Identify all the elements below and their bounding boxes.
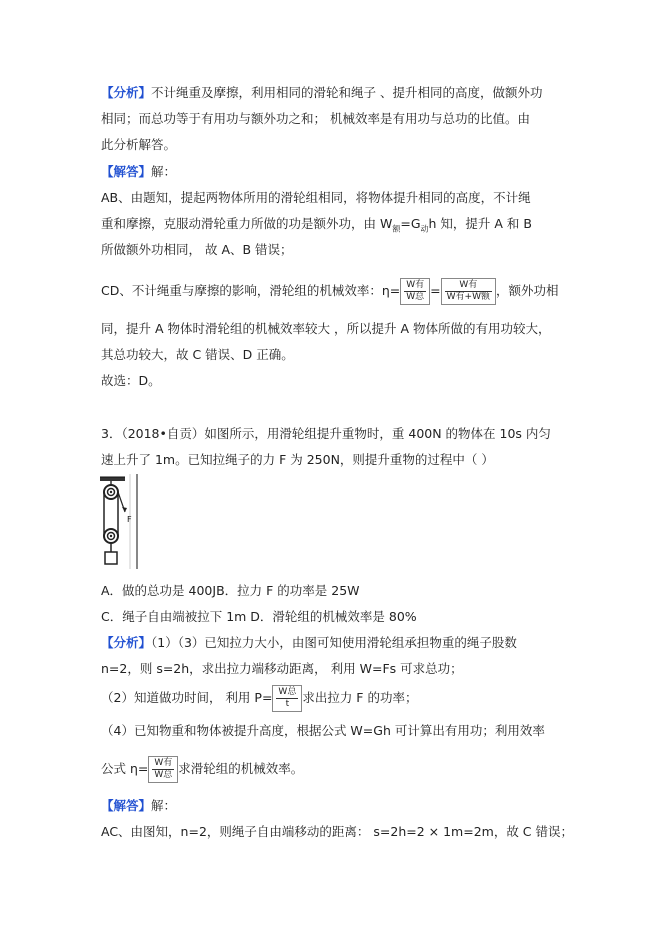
text-span: 求出拉力 F 的功率； — [302, 690, 418, 705]
answer-cd-line-1: CD、不计绳重与摩擦的影响，滑轮组的机械效率：η= $\frac{\text{W有}}{\text{W总}}$ = $\frac{\text{W有}}{\text{W有+W额}}$ ，额外功相 — [101, 278, 559, 305]
analysis2-line-2: n=2，则 s=2h，求出拉力端移动距离， 利用 W=Fs 可求总功； — [101, 661, 463, 676]
text-span: 公式 η= — [101, 761, 149, 776]
analysis2-line-3 — [101, 685, 417, 712]
analysis2-line-4: （4）已知物重和物体被提升高度，根据公式 W=Gh 可计算出有用功；利用效率 — [101, 723, 545, 738]
text-span: ，额外功相 — [496, 283, 559, 298]
fraction-numerator: W有 — [154, 758, 173, 768]
answer-ab-line-2 — [101, 215, 532, 239]
analysis-text: 不计绳重及摩擦，利用相同的滑轮和绳子 、提升相同的高度，做额外功 — [151, 85, 543, 100]
pulley-figure — [99, 474, 141, 569]
analysis-line-2: 相同；而总功等于有用功与额外功之和； 机械效率是有用功与总功的比值。由 — [101, 111, 530, 126]
fraction-denominator: W有+W额 — [446, 292, 490, 302]
force-label: F — [127, 515, 132, 524]
fraction-numerator: W有 — [459, 280, 478, 290]
answer-cd-line-2: 同，提升 A 物体时滑轮组的机械效率较大 ，所以提升 A 物体所做的有用功较大， — [101, 321, 551, 336]
text-span: 求滑轮组的机械效率。 — [178, 761, 304, 776]
option-a-b: A．做的总功是 400JB．拉力 F 的功率是 25W — [101, 583, 360, 598]
efficiency-formula-1 — [400, 278, 430, 305]
answer2-ac-line: AC、由图知，n=2，则绳子自由端移动的距离： s=2h=2 × 1m=2m，故 C 错误； — [101, 824, 573, 839]
fraction-denominator: W总 — [406, 292, 425, 302]
text-span: （1）（3）已知拉力大小，由图可知使用滑轮组承担物重的绳子股数 — [151, 635, 517, 650]
text-span: （2）知道做功时间， 利用 P= — [101, 690, 273, 705]
efficiency-formula-2 — [441, 278, 496, 305]
answer-tag: 【解答】 — [101, 164, 152, 179]
analysis2-line-1 — [101, 634, 517, 652]
answer-suffix: 解： — [151, 798, 177, 813]
fraction-denominator: t — [276, 698, 298, 710]
answer-tag: 【解答】 — [101, 798, 152, 813]
option-c-d: C．绳子自由端被拉下 1m D．滑轮组的机械效率是 80% — [101, 609, 417, 624]
answer-choice: 故选：D。 — [101, 373, 161, 388]
text-span: h 知，提升 A 和 B — [428, 216, 532, 231]
text-span: =G — [400, 216, 421, 231]
analysis-line-3: 此分析解答。 — [101, 137, 177, 152]
analysis-tag: 【分析】 — [101, 635, 152, 650]
analysis-tag: 【分析】 — [101, 85, 152, 100]
efficiency-formula-3 — [148, 756, 178, 783]
answer-cd-line-3: 其总功较大，故 C 错误、D 正确。 — [101, 347, 294, 362]
question-3-line-2: 速上升了 1m。已知拉绳子的力 F 为 250N，则提升重物的过程中（ ） — [101, 452, 494, 467]
fraction-numerator: W有 — [406, 280, 425, 290]
answer-ab-line-1: AB、由题知，提起两物体所用的滑轮组相同，将物体提升相同的高度，不计绳 — [101, 190, 531, 205]
pulley-diagram — [99, 474, 141, 569]
answer-suffix: 解： — [151, 164, 177, 179]
text-span: CD、不计绳重与摩擦的影响，滑轮组的机械效率：η= — [101, 283, 401, 298]
power-formula — [272, 685, 302, 712]
answer-ab-line-3: 所做额外功相同， 故 A、B 错误； — [101, 242, 293, 257]
text-span: 重和摩擦，克服动滑轮重力所做的功是额外功，由 W — [101, 216, 393, 231]
answer-heading — [101, 163, 176, 181]
subscript: 额 — [392, 224, 401, 234]
fraction-denominator: W总 — [154, 770, 173, 780]
analysis-line-1 — [101, 84, 543, 102]
answer2-heading — [101, 797, 176, 815]
analysis2-line-5 — [101, 756, 303, 783]
fraction-numerator: W总 — [278, 687, 297, 697]
subscript: 动 — [420, 224, 429, 234]
question-3-line-1: 3．（2018•自贡）如图所示，用滑轮组提升重物时，重 400N 的物体在 10s 内匀 — [101, 426, 551, 441]
